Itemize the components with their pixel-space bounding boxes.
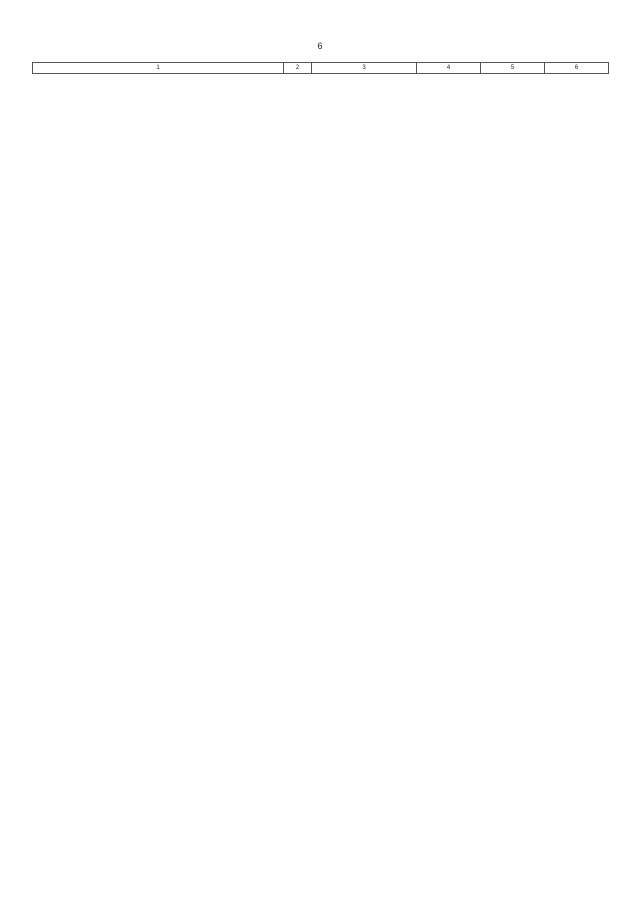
column-number-2: 2: [284, 63, 312, 74]
column-number-1: 1: [33, 63, 284, 74]
table-header-row: [33, 63, 609, 74]
page-number: 6: [317, 41, 323, 51]
column-number-6: 6: [545, 63, 609, 74]
column-number-5: 5: [481, 63, 545, 74]
column-number-4: 4: [417, 63, 481, 74]
column-number-3: 3: [312, 63, 417, 74]
revenue-table: [32, 62, 609, 74]
